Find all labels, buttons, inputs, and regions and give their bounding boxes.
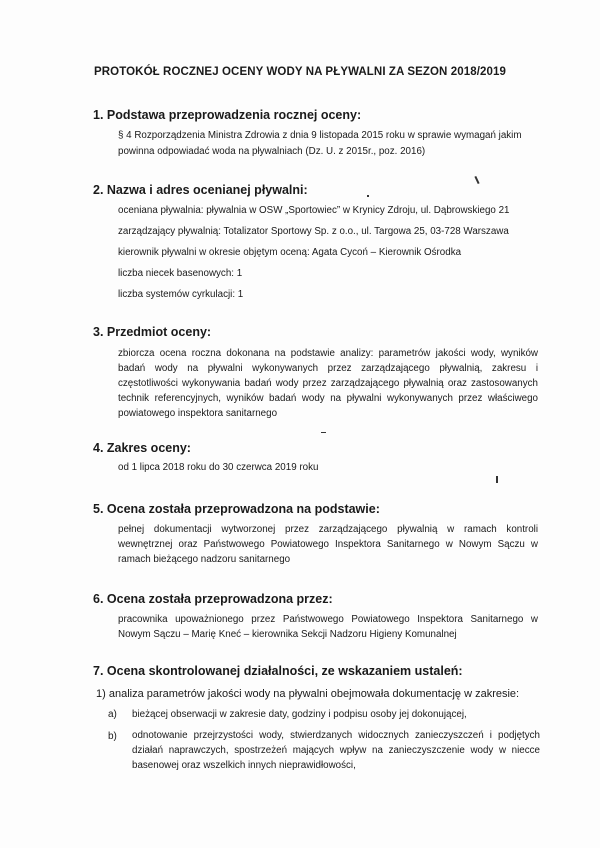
section-1-line-2: powinna odpowiadać woda na pływalniach (Dz. U. z 2015r., poz. 2016) — [118, 146, 426, 157]
item-a-label: a) — [108, 709, 117, 720]
section-5-text: pełnej dokumentacji wytworzonej przez zarządzającego pływalnią w ramach kontroli wewnętrznej oraz Państwowego Powiatowego Inspektora Sanitarnego w Nowym Sączu w ramach bieżącego nadzoru sanitarnego — [118, 524, 538, 565]
ink-mark — [321, 432, 326, 433]
section-1-heading: 1. Podstawa przeprowadzenia rocznej oceny: — [93, 108, 362, 122]
pool-director-line: kierownik pływalni w okresie objętym oceną: Agata Cycoń – Kierownik Ośrodka — [118, 247, 462, 258]
section-5-heading: 5. Ocena została przeprowadzona na podstawie: — [93, 502, 380, 516]
section-7-heading: 7. Ocena skontrolowanej działalności, ze wskazaniem ustaleń: — [93, 664, 463, 678]
section-6-text: pracownika upoważnionego przez Państwowego Powiatowego Inspektora Sanitarnego w Nowym Sączu – Marię Kneć – kierownika Sekcji Nadzoru Higieny Komunalnej — [118, 614, 538, 640]
pen-mark — [474, 176, 479, 184]
pen-mark-2 — [496, 476, 498, 483]
pool-name-line: oceniana pływalnia: pływalnia w OSW „Sportowiec” w Krynicy Zdroju, ul. Dąbrowskiego 21 — [118, 205, 510, 216]
section-3-text: zbiorcza ocena roczna dokonana na podstawie analizy: parametrów jakości wody, wyników badań wody na pływalni wykonywanych przez zarządzającego pływalnią, zakresu i częstotliwości wykonywania badań wody przez zarządzającego pływalnią oraz zastosowanych technik referencyjnych, wyników badań wody na pływalni wykonywanych przez właściwego powiatowego inspektora sanitarnego — [118, 348, 538, 419]
item-b-label: b) — [108, 731, 117, 742]
section-2-heading: 2. Nazwa i adres ocenianej pływalni: — [93, 183, 308, 197]
section-7-item-1: 1) analiza parametrów jakości wody na pływalni obejmowała dokumentację w zakresie: — [96, 688, 520, 700]
document-title: PROTOKÓŁ ROCZNEJ OCENY WODY NA PŁYWALNI ZA SEZON 2018/2019 — [94, 66, 506, 78]
section-3-heading: 3. Przedmiot oceny: — [93, 325, 212, 339]
section-4-heading: 4. Zakres oceny: — [93, 441, 191, 455]
item-b-text: odnotowanie przejrzystości wody, stwierdzanych widocznych zanieczyszczeń i podjętych działań naprawczych, spostrzeżeń mających wpływ na zanieczyszczenie wody w niecce basenowej oraz wszelkich innych nieprawidłowości, — [132, 730, 540, 771]
item-a-text: bieżącej obserwacji w zakresie daty, godziny i podpisu osoby jej dokonującej, — [132, 709, 467, 720]
circulation-count-line: liczba systemów cyrkulacji: 1 — [118, 289, 244, 300]
ink-dot — [367, 195, 369, 197]
section-4-text: od 1 lipca 2018 roku do 30 czerwca 2019 roku — [118, 462, 319, 473]
basin-count-line: liczba niecek basenowych: 1 — [118, 268, 243, 279]
pool-manager-line: zarządzający pływalnią: Totalizator Sportowy Sp. z o.o., ul. Targowa 25, 03-728 Warszawa — [118, 226, 509, 237]
section-1-line-1: § 4 Rozporządzenia Ministra Zdrowia z dnia 9 listopada 2015 roku w sprawie wymagań jakim — [118, 130, 522, 141]
section-6-heading: 6. Ocena została przeprowadzona przez: — [93, 592, 333, 606]
